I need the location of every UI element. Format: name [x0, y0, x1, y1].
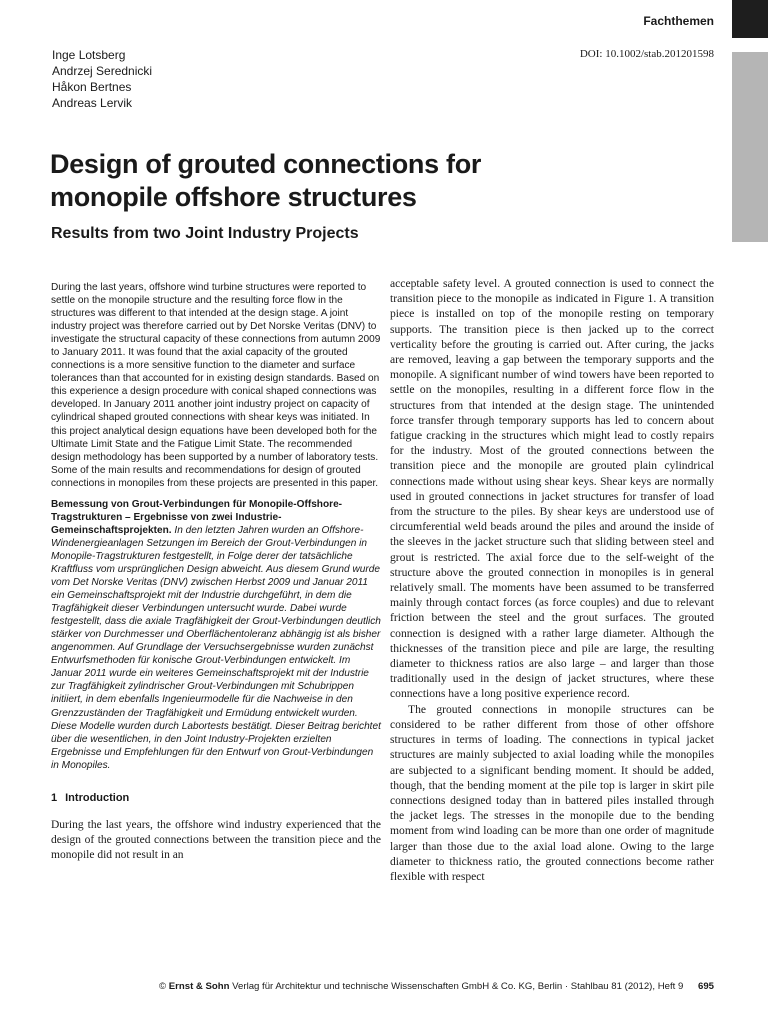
abstract-german — [51, 498, 381, 772]
abstract-german-text: In den letzten Jahren wurden an Offshore-Windenergieanlagen Setzungen im Bereich der Grout-Verbindungen in Monopile-Tragstrukturen festgestellt, in Folge derer der tatsächliche Kraftfluss vom ursprünglichen Design abweicht. Aus diesem Grund wurde vom Det Norske Veritas (DNV) zwischen Herbst 2009 und Januar 2011 ein Gemeinschaftsprojekt mit der Industrie durchgeführt, in dem die Tragfähigkeit dieser Verbindungen untersucht wurde. Dabei wurde festgestellt, dass die axiale Tragfähigkeit der Grout-Verbindungen deutlich stärker von Durchmesser und Oberflächentoleranz abhängig ist als bisher angenommen. Auf Grundlage der Versuchsergebnisse wurden zunächst Entwurfsmethoden für konische Grout-Verbindungen entwickelt. Im Januar 2011 wurde ein weiteres Gemeinschaftsprojekt mit der Industrie zur Tragfähigkeit zylindrischer Grout-Verbindungen mit Schubrippen initiiert, in dem ebenfalls Ingenieurmodelle für die Nachweise in den Grenzzuständen der Tragfähigkeit und Ermüdung entwickelt wurden. Diese Modelle wurden durch Labortests bestätigt. Dieser Beitrag berichtet über die wesentlichen, in den Joint Industry-Projekten erzielten Ergebnisse und Empfehlungen für den Entwurf von Grout-Verbindungen in Monopiles. — [51, 524, 381, 771]
title-line: Design of grouted connections for — [50, 149, 482, 179]
right-column — [390, 276, 714, 884]
copyright-symbol: © — [158, 981, 167, 992]
page-number: 695 — [697, 981, 714, 992]
section-heading — [51, 792, 381, 804]
body-paragraph: acceptable safety level. A grouted connection is used to connect the transition piece to the monopile as indicated in Figure 1. A transition piece is installed on top of the monopile resting on temporary supports. The transition piece is then jacked up to the correct verticality before the grouting is carried out. After curing, the jacks are removed, leaving a gap between the temporary supports and the monopile. A significant number of wind towers have been reported to settle on the monopiles, resulting in a different force flow in the structures from that intended at the design stage. The unintended force transfer through temporary supports has led to concern about fatigue cracking in the structures which might lead to costly repairs for the industry. Most of the grouted connections between the transition piece and the monopile are grouted plain cylindrical connections made without using shear keys. Shear keys are normally used in grouted connections in jacket structures for transfer of load from the structure to the piles. By shear keys are understood use of circumferential weld beads around the piles and around the inside of the sleeves in the jacket structure such that sliding between steel and grout is restricted. The axial force due to the self-weight of the structure above the grouted connection in monopiles is in general relatively small. The moments have been assumed to be transferred mainly through contact forces (as force couples) and due to relevant friction between the steel and the grout surfaces. The grouted connection is designed with a rather large diameter. Although the thicknesses of the transition piece and pile are large, the resulting diameter to thickness ratios are also large – and larger than those traditionally used in the design of jacket structures, where these connections have a long positive experience record. — [390, 277, 714, 701]
author: Håkon Bertnes — [52, 80, 132, 94]
publisher-name: Ernst & Sohn — [168, 981, 230, 992]
abstract-english: During the last years, offshore wind turbine structures were reported to settle on the monopile structure and the resulting force flow in the structures was different to that intended at the design stage. A joint industry project was therefore carried out by Det Norske Veritas (DNV) to investigate the structural capacity of these connections from autumn 2009 to January 2011. It was found that the axial capacity of the grouted connections is a more sensitive function to the diameter and surface tolerances than that accounted for in existing design standards. Based on this experience a design procedure with conical shaped connections was developed. In January 2011 another joint industry project on capacity of cylindrical shaped grouted connections with shear keys was initiated. In this project analytical design equations have been developed both for the Ultimate Limit State and the Fatigue Limit State. The recommended design methodology has been supported by a number of laboratory tests. Some of the main results and recommendations for design of grouted connections in monopiles from these projects are presented in this paper. — [51, 282, 381, 489]
author-list — [52, 47, 152, 111]
article-title — [50, 148, 481, 214]
thumb-index-marker — [732, 52, 768, 242]
section-tab-marker — [732, 0, 768, 38]
doi: DOI: 10.1002/stab.201201598 — [579, 48, 714, 60]
author: Inge Lotsberg — [52, 48, 126, 62]
intro-paragraph: During the last years, the offshore wind industry experienced that the design of the grouted connections between the transition piece and the monopile did not result in an — [51, 818, 381, 861]
abstract-german-title: Bemessung von Grout-Verbindungen für Monopile-Offshore-Tragstrukturen – Ergebnisse von zwei Industrie-Gemeinschaftsprojekten. — [51, 498, 343, 536]
left-column — [51, 281, 381, 863]
body-paragraph: The grouted connections in monopile structures can be considered to be rather different from those of other offshore structures in terms of loading. The connections in typical jacket structures are mainly subjected to axial loading while the monopiles are subjected to a significant bending moment. It should be added, though, that the bending moment at the pile top is larger in skirt pile connections designed today than in battered piles installed through the jacket legs. The stresses in the monopile due to the bending moment from wind loading can be more than one order of magnitude larger than those due to the axial load alone. Owing to the large diameter to thickness ratio, the grouted connections become rather flexible with respect — [390, 702, 714, 883]
article-subtitle: Results from two Joint Industry Projects — [51, 225, 359, 242]
title-line: monopile offshore structures — [50, 182, 417, 212]
author: Andreas Lervik — [52, 96, 133, 110]
publication-details: Verlag für Architektur und technische Wissenschaften GmbH & Co. KG, Berlin · Stahlbau 81 (2012), Heft 9 — [232, 981, 684, 992]
author: Andrzej Serednicki — [52, 64, 153, 78]
section-label: Fachthemen — [643, 14, 714, 28]
section-number: 1 — [51, 791, 58, 804]
section-title: Introduction — [65, 791, 130, 804]
page-footer — [0, 981, 714, 992]
